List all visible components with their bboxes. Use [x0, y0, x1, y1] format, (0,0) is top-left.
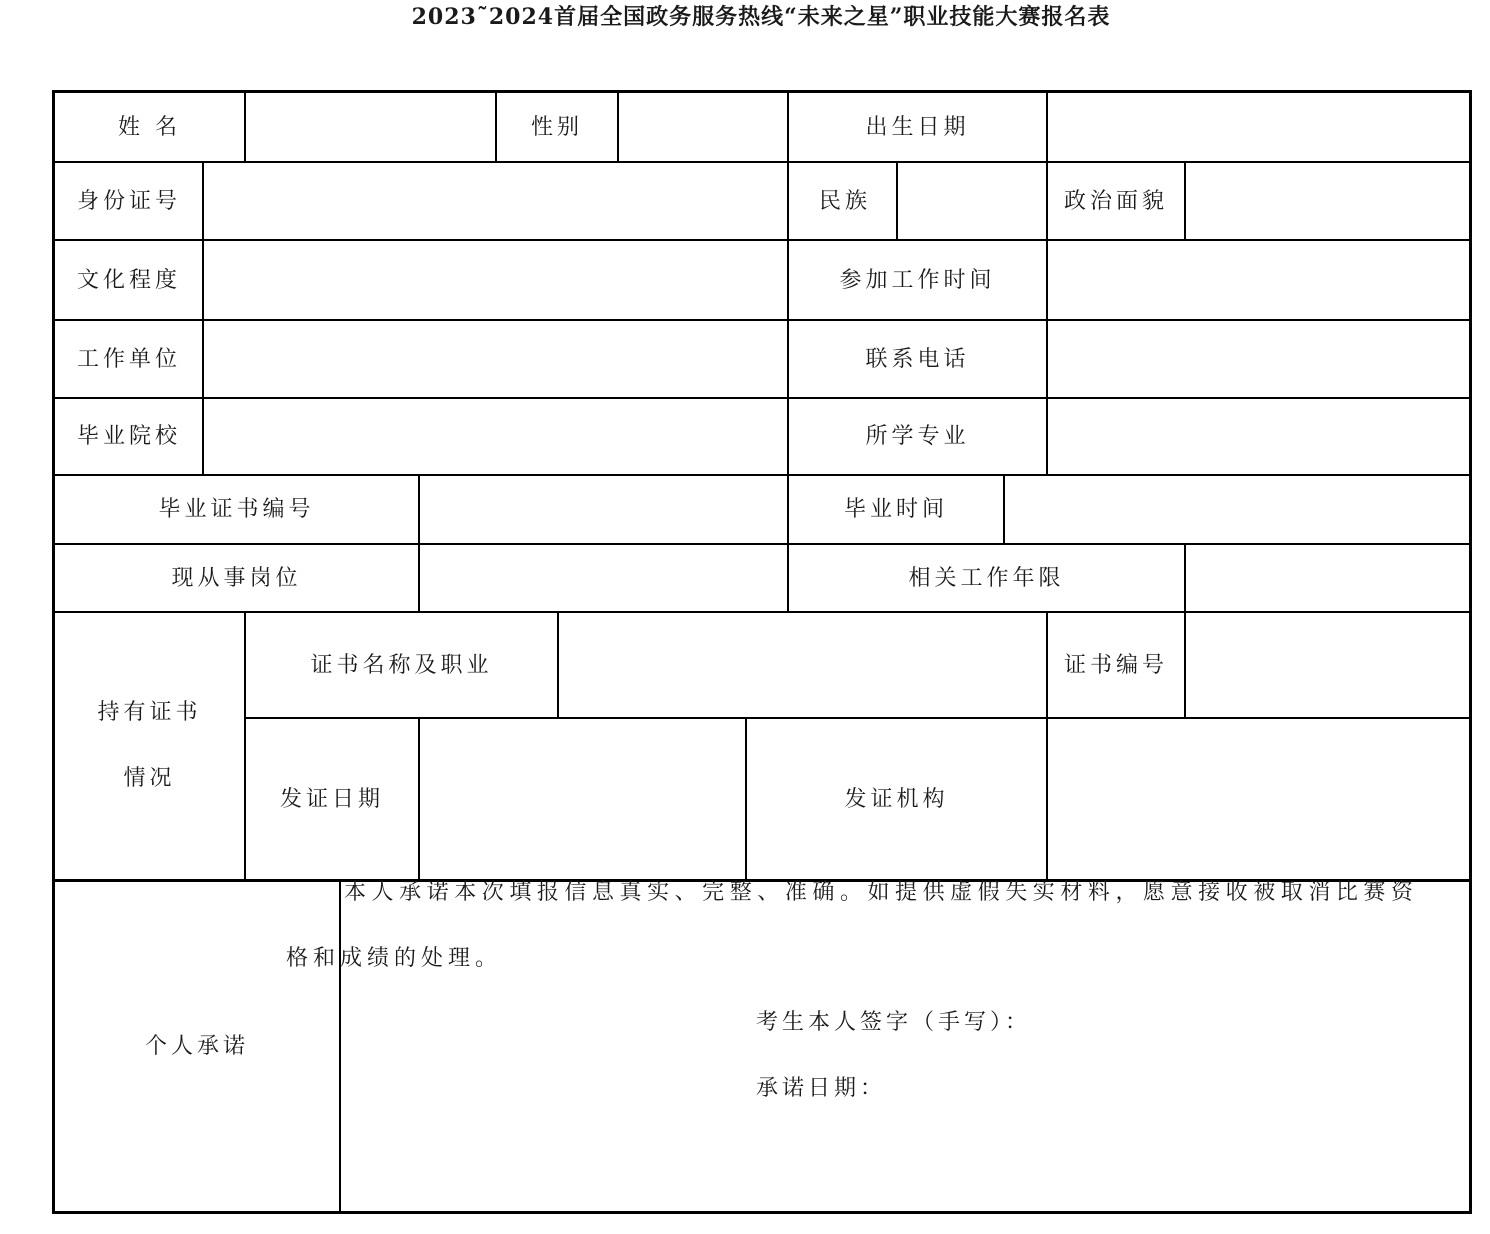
work-start-time-label: 参加工作时间 [789, 241, 1048, 321]
work-start-time-field[interactable] [1048, 241, 1469, 321]
pledge-date-label: 承诺日期： [756, 1076, 887, 1101]
issue-date-field[interactable] [420, 719, 747, 881]
cert-number-field[interactable] [1186, 613, 1469, 719]
form-title: 2023˜2024首届全国政务服务热线“未来之星”职业技能大赛报名表 [411, 4, 1111, 30]
certificates-label-line1: 持有证书 [97, 700, 202, 725]
major-field[interactable] [1048, 399, 1469, 476]
major-label: 所学专业 [789, 399, 1048, 476]
education-label: 文化程度 [55, 241, 204, 321]
certificates-label [55, 613, 246, 881]
graduation-time-label: 毕业时间 [789, 476, 1005, 545]
diploma-number-field[interactable] [420, 476, 789, 545]
political-status-label: 政治面貌 [1048, 163, 1186, 241]
id-number-label: 身份证号 [55, 163, 204, 241]
gender-field[interactable] [619, 93, 789, 163]
related-work-years-label: 相关工作年限 [789, 545, 1186, 613]
pledge-text: 本人承诺本次填报信息真实、完整、准确。如提供虚假失实材料，愿意接收被取消比赛资格和成绩的处理。 [286, 880, 1418, 971]
related-work-years-field[interactable] [1186, 545, 1469, 613]
issuing-authority-label: 发证机构 [747, 719, 1048, 881]
education-field[interactable] [204, 241, 789, 321]
issuing-authority-field[interactable] [1048, 719, 1469, 881]
pledge-label: 个人承诺 [55, 881, 341, 1211]
employer-label: 工作单位 [55, 321, 204, 399]
current-position-label: 现从事岗位 [55, 545, 420, 613]
cert-name-field[interactable] [559, 613, 1048, 719]
diploma-number-label: 毕业证书编号 [55, 476, 420, 545]
political-status-field[interactable] [1186, 163, 1469, 241]
cert-number-label: 证书编号 [1048, 613, 1186, 719]
employer-field[interactable] [204, 321, 789, 399]
issue-date-label: 发证日期 [246, 719, 420, 881]
name-field[interactable] [246, 93, 497, 163]
birth-date-field[interactable] [1048, 93, 1469, 163]
school-field[interactable] [204, 399, 789, 476]
phone-field[interactable] [1048, 321, 1469, 399]
id-number-field[interactable] [204, 163, 789, 241]
name-label: 姓 名 [55, 93, 246, 163]
school-label: 毕业院校 [55, 399, 204, 476]
signature-label: 考生本人签字（手写）： [756, 1010, 1032, 1035]
gender-label: 性别 [497, 93, 619, 163]
graduation-time-field[interactable] [1005, 476, 1469, 545]
birth-date-label: 出生日期 [789, 93, 1048, 163]
certificates-label-line2: 情况 [123, 766, 176, 791]
cert-name-label: 证书名称及职业 [246, 613, 559, 719]
ethnicity-label: 民族 [789, 163, 898, 241]
registration-form [52, 90, 1472, 1214]
current-position-field[interactable] [420, 545, 789, 613]
ethnicity-field[interactable] [898, 163, 1048, 241]
phone-label: 联系电话 [789, 321, 1048, 399]
